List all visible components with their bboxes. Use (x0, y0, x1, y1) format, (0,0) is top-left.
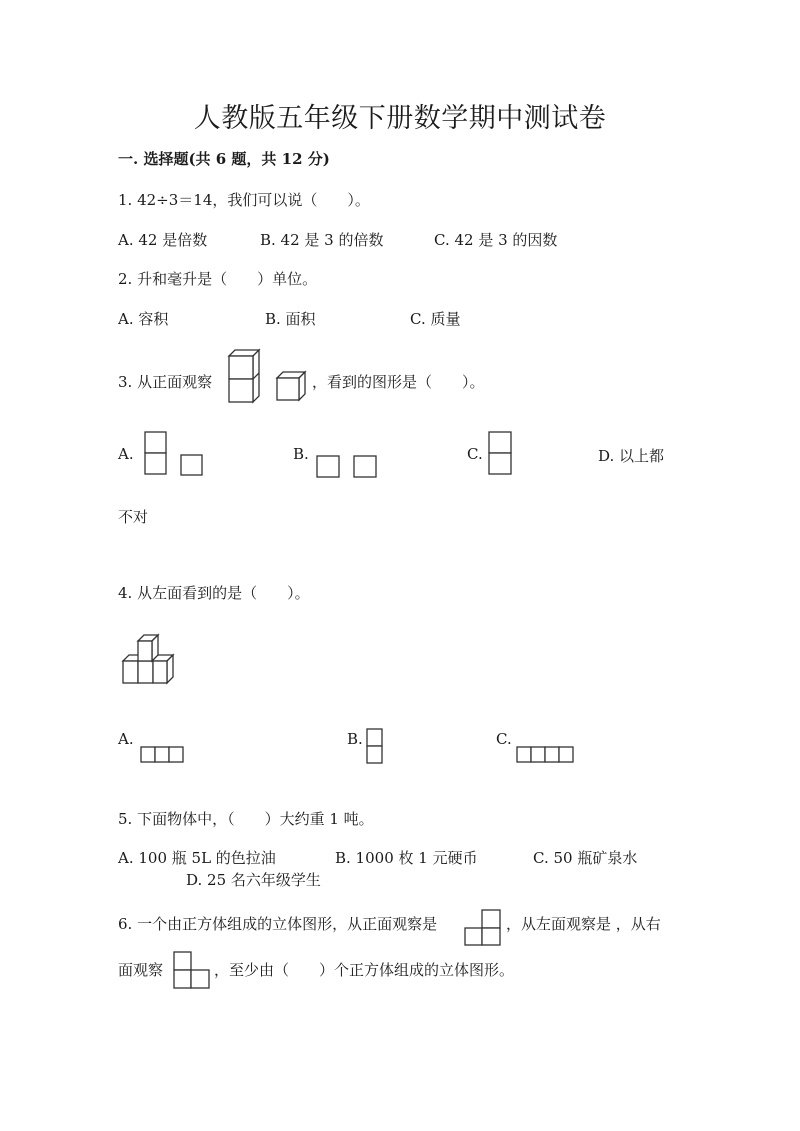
question-2-option-b: B. 面积 (265, 310, 316, 328)
question-4-option-c: C. (496, 730, 512, 748)
question-4-stem: 4. 从左面看到的是（ ）。 (118, 584, 310, 602)
question-5-option-d: D. 25 名六年级学生 (186, 871, 321, 889)
section-heading: 一. 选择题(共 6 题，共 12 分) (118, 150, 330, 168)
question-6-stem-part3: 面观察 (118, 961, 164, 979)
option-b-two-squares-figure (366, 728, 384, 764)
cube-arrangement-figure (122, 635, 176, 685)
stacked-cubes-figure (225, 350, 305, 406)
question-3-stem-part2: ，看到的图形是（ ）。 (312, 373, 485, 391)
question-5-option-c: C. 50 瓶矿泉水 (533, 849, 638, 867)
question-1-option-a: A. 42 是倍数 (118, 231, 208, 249)
question-3-option-a: A. (118, 445, 134, 463)
question-3-option-d-continued: 不对 (118, 508, 149, 526)
option-b-figure (316, 455, 378, 479)
question-6-stem-part2: ，从左面观察是 ，从右 (506, 915, 661, 933)
question-6-stem-part1: 6. 一个由正方体组成的立体图形，从正面观察是 (118, 915, 438, 933)
question-2-stem: 2. 升和毫升是（ ）单位。 (118, 270, 318, 288)
front-view-figure (464, 909, 504, 947)
question-2-option-a: A. 容积 (118, 310, 169, 328)
question-1-stem: 1. 42÷3＝14，我们可以说（ ）。 (118, 191, 370, 209)
question-3-option-c: C. (467, 445, 483, 463)
question-5-stem: 5. 下面物体中，（ ）大约重 1 吨。 (118, 810, 374, 828)
option-a-figure (144, 431, 206, 477)
question-3-stem-part1: 3. 从正面观察 (118, 373, 213, 391)
question-6-stem-part4: ，至少由（ ）个正方体组成的立体图形。 (214, 961, 515, 979)
question-2-option-c: C. 质量 (410, 310, 461, 328)
option-c-figure (488, 431, 514, 477)
question-5-option-b: B. 1000 枚 1 元硬币 (335, 849, 478, 867)
question-1-option-c: C. 42 是 3 的因数 (434, 231, 558, 249)
question-5-option-a: A. 100 瓶 5L 的色拉油 (118, 849, 276, 867)
question-4-option-b: B. (347, 730, 363, 748)
page-title: 人教版五年级下册数学期中测试卷 (193, 103, 607, 134)
question-4-option-a: A. (118, 730, 134, 748)
option-c-four-squares-figure (516, 746, 574, 764)
question-1-option-b: B. 42 是 3 的倍数 (260, 231, 384, 249)
question-3-option-b: B. (293, 445, 309, 463)
option-a-three-squares-figure (140, 746, 186, 764)
question-3-option-d: D. 以上都 (598, 447, 665, 465)
right-view-figure (173, 951, 211, 991)
